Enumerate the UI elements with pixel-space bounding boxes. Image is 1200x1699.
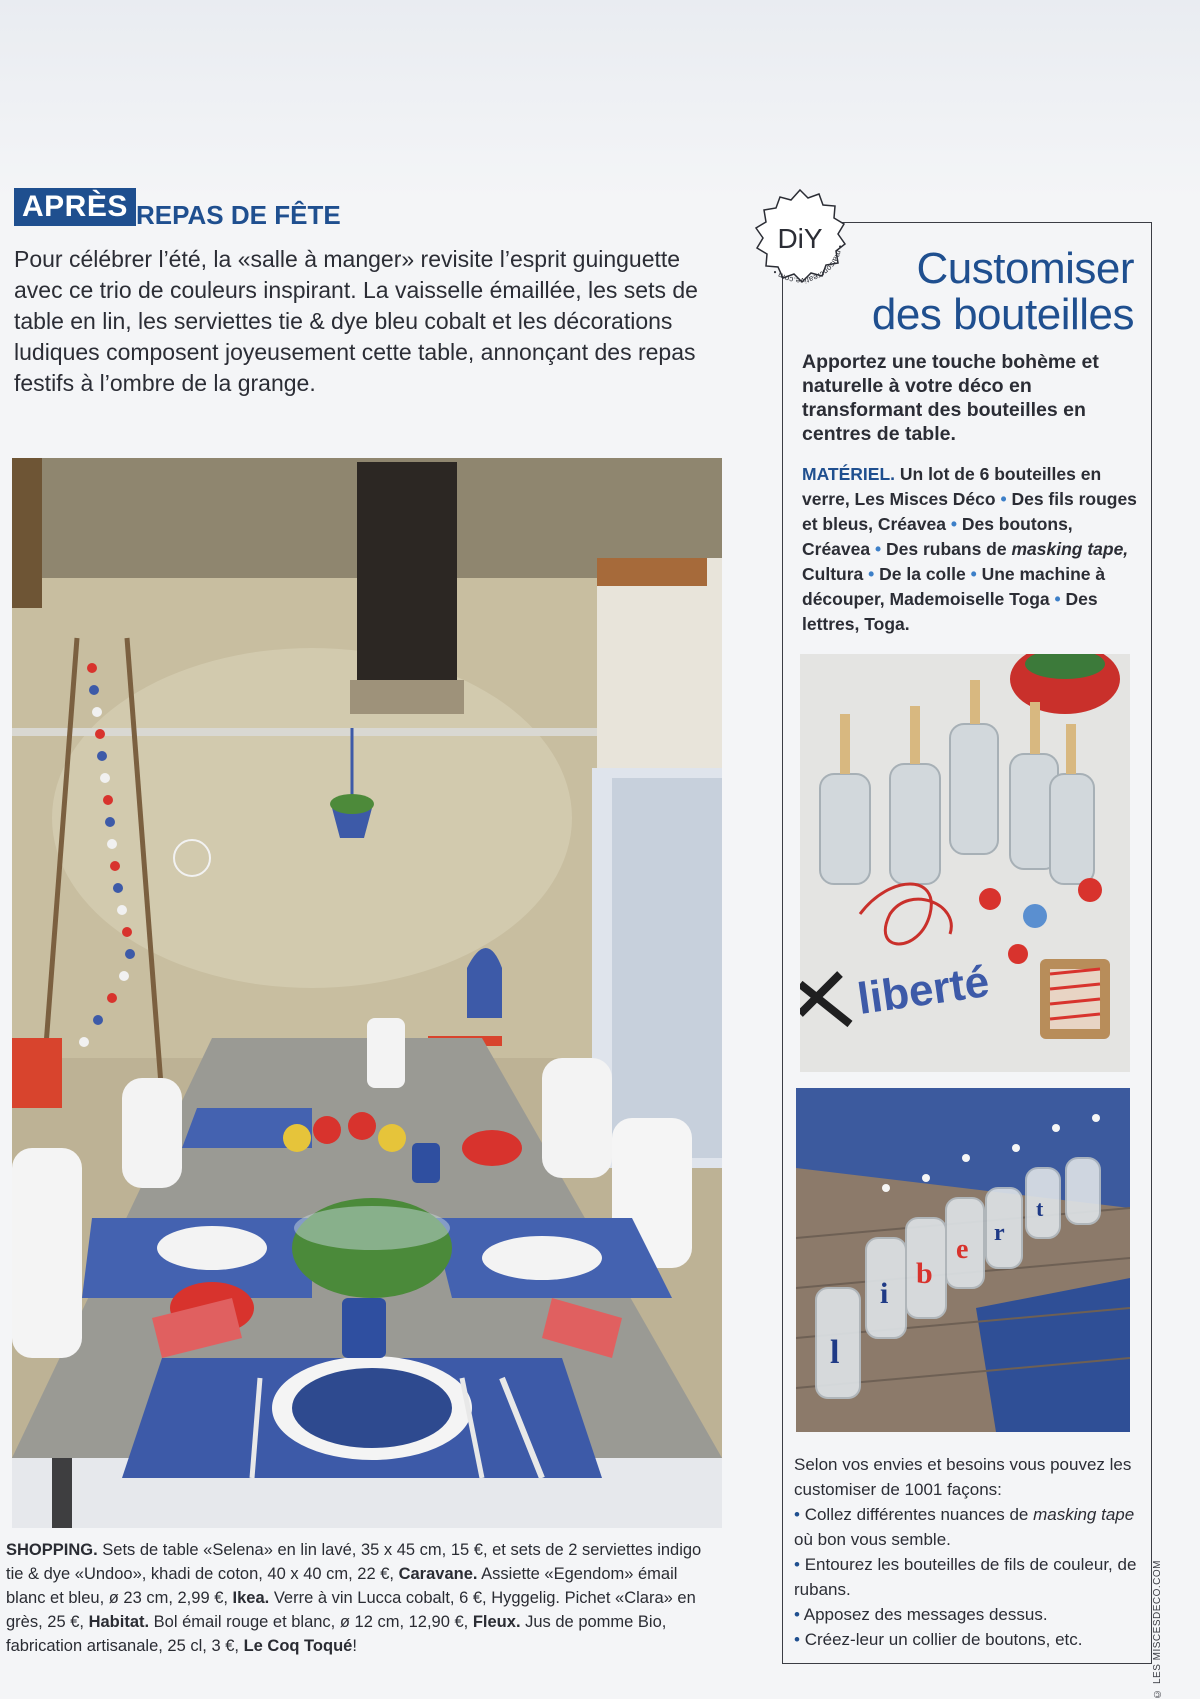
diy-title (804, 246, 1134, 338)
shopping-store: Habitat. (88, 1613, 150, 1631)
diy-step-text: Entourez les bouteilles de fils de couleur, de rubans. (794, 1555, 1137, 1599)
bullet: • (1054, 589, 1061, 609)
diy-step-text: Collez différentes nuances de (804, 1505, 1034, 1524)
liberte-letters: liberté (854, 957, 993, 1024)
materials-item: Des lettres, Toga. (802, 589, 1098, 634)
shopping-label: SHOPPING. (6, 1541, 98, 1559)
article-intro: Pour célébrer l’été, la «salle à manger» revisite l’esprit guinguette avec ce trio de couleurs inspirant. La vaisselle émaillée, les sets de table en lin, les serviettes tie & dye bleu cobalt et les décorations ludiques composent joyeusement cette table, annonçant des repas festifs à l’ombre de la grange. (14, 246, 698, 396)
diy-step (794, 1552, 1140, 1602)
bullet: • (868, 564, 875, 584)
bottle-letter: e (956, 1234, 969, 1265)
diy-badge-ring-path: • maisoncreative.com • (771, 244, 845, 286)
materials-item: De la colle (874, 564, 971, 584)
bottle-letter: i (880, 1277, 889, 1310)
section-title: REPAS DE FÊTE (136, 200, 341, 230)
shopping-store: Le Coq Toqué (243, 1637, 353, 1655)
materials-list (802, 462, 1142, 637)
materials-item: Une machine à découper, Mademoiselle Toga (802, 564, 1106, 609)
materials-item: Un lot de 6 bouteilles en verre, Les Misces Déco (802, 464, 1102, 509)
diy-badge-text: DiY (777, 223, 823, 254)
bottle-letter: t (1036, 1196, 1044, 1221)
diy-title-line1: Customiser (916, 244, 1134, 293)
bullet: • (874, 539, 882, 559)
bullet: • (970, 564, 977, 584)
diy-step-text: Apposez des messages dessus. (803, 1605, 1048, 1624)
materials-item: Cultura (802, 564, 869, 584)
diy-step (794, 1602, 1140, 1627)
shopping-text: Sets de table «Selena» en lin lavé, 35 x 45 cm, 15 €, et sets de 2 serviettes indigo tie & dye «Undoo», khadi de coton, 40 x 40 cm, 22 €, (6, 1541, 702, 1583)
diy-subtitle: Apportez une touche bohème et naturelle à votre déco en transformant des bouteilles en centres de table. (802, 351, 1099, 445)
diy-title-line2: des bouteilles (871, 290, 1134, 339)
shopping-text: Jus de pomme Bio, fabrication artisanale, 25 cl, 3 €, (6, 1613, 667, 1655)
shopping-store: Ikea. (232, 1589, 270, 1607)
bottle-letter: r (994, 1220, 1005, 1246)
materials-item-italic: masking tape, (1011, 539, 1129, 559)
materials-photo (800, 654, 1130, 1072)
finished-bottles-photo (796, 1088, 1130, 1432)
shopping-text: Assiette «Egendom» émail blanc et bleu, ø 23 cm, 2,99 €, (6, 1565, 678, 1607)
diy-steps-list (794, 1502, 1140, 1652)
shopping-text: ! (352, 1637, 357, 1655)
faded-previous-page-background (0, 0, 1200, 200)
diy-step (794, 1627, 1140, 1652)
materials-item: Des boutons, Créavea (802, 514, 1073, 559)
bullet: • (1000, 489, 1007, 509)
shopping-caption (6, 1538, 716, 1658)
diy-step-italic: masking tape (1033, 1505, 1135, 1524)
bullet: • (950, 514, 957, 534)
materials-item: Des fils rouges et bleus, Créavea (802, 489, 1137, 534)
diy-step (794, 1502, 1140, 1552)
diy-step-text: Créez-leur un collier de boutons, etc. (804, 1630, 1083, 1649)
photo-credit: © LES MISCESDECO.COM (1152, 1560, 1163, 1699)
section-tag: APRÈS (14, 188, 136, 226)
diy-step-text: où bon vous semble. (794, 1530, 951, 1549)
shopping-text: Verre à vin Lucca cobalt, 6 €, Hyggelig. Pichet «Clara» en grès, 25 €, (6, 1589, 696, 1631)
dining-table-photo (12, 458, 722, 1528)
bottle-letter: l (830, 1334, 840, 1371)
diy-instructions (794, 1452, 1140, 1652)
diy-instructions-intro: Selon vos envies et besoins vous pouvez les customiser de 1001 façons: (794, 1455, 1132, 1499)
materials-label: MATÉRIEL. (802, 464, 896, 484)
shopping-store: Fleux. (472, 1613, 521, 1631)
shopping-store: Caravane. (398, 1565, 478, 1583)
shopping-text: Bol émail rouge et blanc, ø 12 cm, 12,90 €, (149, 1613, 473, 1631)
materials-item: Des rubans de (881, 539, 1012, 559)
bottle-letter: b (916, 1257, 933, 1290)
